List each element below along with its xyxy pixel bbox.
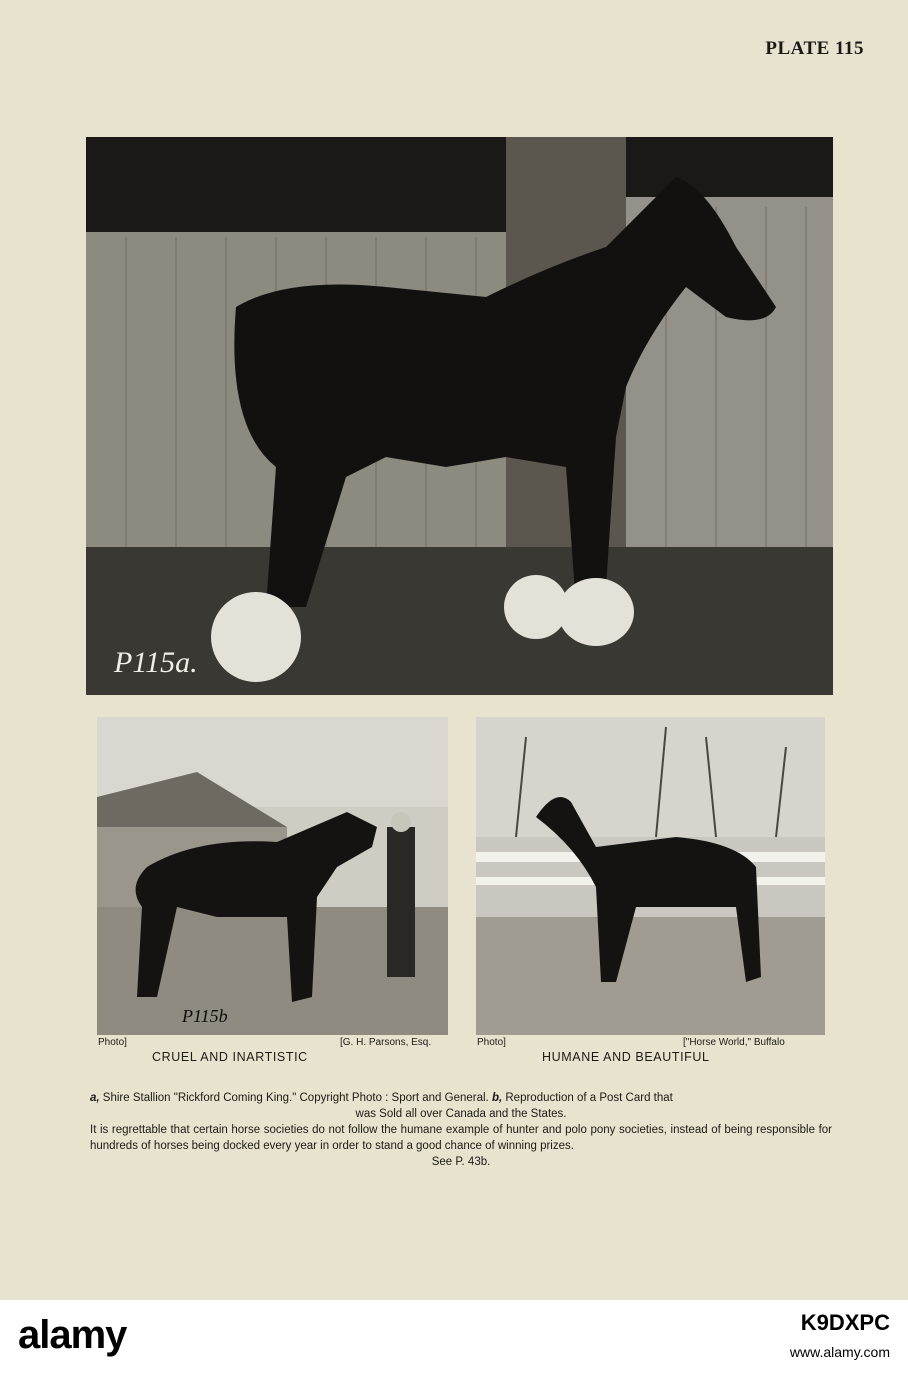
photo-b-credit-left: Photo] — [98, 1037, 127, 1048]
photo-b-credit-right: [G. H. Parsons, Esq. — [340, 1037, 432, 1048]
line-a-text: Shire Stallion "Rickford Coming King." Copyright Photo : Sport and General. — [99, 1092, 492, 1104]
photo-c-credit-left: Photo] — [477, 1037, 506, 1048]
line-b-text: Reproduction of a Post Card that — [502, 1092, 673, 1104]
description-line-2: was Sold all over Canada and the States. — [355, 1108, 567, 1120]
photo-shire-stallion — [86, 137, 833, 695]
plate-mark-b: P115b — [182, 1006, 228, 1026]
photo-undocked-horse — [476, 717, 825, 1035]
image-code: K9DXPC — [800, 1310, 890, 1335]
plate-mark-a: P115a. — [114, 646, 198, 679]
stock-footer — [0, 1300, 908, 1390]
plate-number: PLATE 115 — [765, 38, 864, 59]
description-line-1 — [90, 1090, 832, 1106]
marker-b: b, — [491, 1092, 503, 1104]
see-reference: See P. 43b. — [431, 1156, 491, 1168]
footer-logo: alamy — [18, 1313, 127, 1357]
footer-url: www.alamy.com — [789, 1344, 890, 1360]
footer-info — [790, 1310, 890, 1360]
photo-c-caption: HUMANE AND BEAUTIFUL — [542, 1050, 710, 1064]
plate-description — [90, 1090, 832, 1170]
photo-docked-horse — [97, 717, 448, 1035]
photo-c-credit-right: ["Horse World," Buffalo — [683, 1037, 785, 1048]
photo-b-caption: CRUEL AND INARTISTIC — [152, 1050, 308, 1064]
marker-a: a, — [90, 1092, 100, 1104]
description-paragraph: It is regrettable that certain horse societies do not follow the humane example of hunter and polo pony societies, instead of being responsible for hundreds of horses being docked every year in order to stand a good chance of winning prizes. — [90, 1124, 832, 1152]
